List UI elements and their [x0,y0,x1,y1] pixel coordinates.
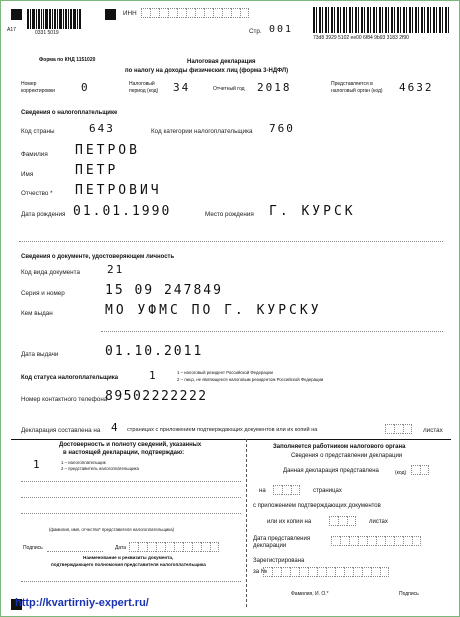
right-date-label2: декларации [253,543,287,549]
right-copies-label: или их копии на [267,519,312,525]
phone-value[interactable]: 89502222222 [105,389,208,404]
birthplace-label: Место рождения [205,211,254,218]
patronymic-label: Отчество * [21,190,53,197]
left-fio-caption: (фамилия, имя, отчество* представителя налогоплательщика) [49,527,175,532]
year-value[interactable]: 2018 [257,81,292,94]
right-on-label: на [259,488,266,494]
phone-label: Номер контактного телефона [21,396,108,403]
right-number-label: за № [253,569,268,575]
right-date-cells[interactable] [331,536,421,546]
period-label: Налоговый период (код) [129,81,159,94]
left-date-label: Дата [115,545,127,551]
barcode-left [27,9,93,29]
name-value[interactable]: ПЕТР [75,163,119,178]
barcode-code: A17 [7,27,16,33]
right-sign-label: Подпись [399,591,419,597]
left-sign-line [47,551,103,552]
left-line1 [21,481,241,482]
doc-type-label: Код вида документа [21,269,80,276]
birthdate-value[interactable]: 01.01.1990 [73,204,172,219]
inn-label: ИНН [123,10,137,17]
issued-by-value[interactable]: МО УФМС ПО Г. КУРСКУ [105,303,322,318]
pages-value[interactable]: 4 [111,421,120,434]
issued-by-label: Кем выдан [21,310,53,317]
page-number: 001 [269,24,294,35]
country-value[interactable]: 643 [89,122,115,135]
issue-date-value[interactable]: 01.10.2011 [105,344,204,359]
right-date-label1: Дата представления [253,536,311,542]
right-number-cells[interactable] [263,567,389,577]
right-title: Заполняется работником налогового органа [273,444,406,450]
barcode-numbers: 0331 5019 [35,30,59,36]
issued-by-line2 [101,331,443,332]
right-subtitle: Сведения о представлении декларации [291,453,403,459]
authority-label: Представляется в налоговый орган (код) [331,81,383,94]
taxpayer-section-title: Сведения о налогоплательщике [21,110,118,116]
right-sheets-cells[interactable] [329,516,356,526]
inn-cells[interactable] [141,8,249,18]
form-title-line2: по налогу на доходы физических лиц (форма 3-НДФЛ) [125,68,289,74]
series-label: Серия и номер [21,290,65,297]
name-label: Имя [21,171,34,178]
footer-link[interactable]: http://kvartirniy-expert.ru/ [15,597,149,609]
right-pages-label: страницах [313,488,342,494]
period-value[interactable]: 34 [173,81,191,94]
status-label: Код статуса налогоплательщика [21,375,119,381]
birthplace-value[interactable]: Г. КУРСК [269,204,356,219]
correction-label: Номер корректировки [21,81,55,94]
qr-caption: 73d8 3929 5102 ee00 6f84 9b93 3183 2f90 [313,35,409,41]
left-doc-line [21,581,241,582]
left-doc-caption1: Наименование и реквизиты документа, [83,555,174,560]
bottom-divider [246,439,247,607]
status-note2: 2 – лицо, не являющееся налоговым резидентом Российской Федерации [177,377,324,382]
corner-marker-top-mid [105,9,116,20]
surname-label: Фамилия [21,151,48,158]
left-line3 [21,513,241,514]
pages-middle: страницах с приложением подтверждающих документов или их копий на [127,427,318,433]
category-value[interactable]: 760 [269,122,295,135]
correction-value[interactable]: 0 [81,81,90,94]
doc-type-value[interactable]: 21 [107,263,125,276]
series-value[interactable]: 15 09 247849 [105,283,223,298]
left-doc-caption2: подтверждающего полномочия представителя налогоплательщика [51,562,206,567]
right-fio-label: Фамилия, И. О.* [291,591,329,597]
bottom-top-line [11,439,451,440]
right-attach-label: с приложением подтверждающих документов [253,503,381,509]
left-date-cells[interactable] [129,542,219,552]
status-note1: 1 – налоговый резидент Российской Федерации [177,370,273,375]
left-sign-label: Подпись [23,545,43,551]
left-line2 [21,497,241,498]
year-label: Отчетный год [213,86,245,92]
authority-value[interactable]: 4632 [399,81,434,94]
page-label: Стр. [249,28,262,35]
right-sheets-label: листах [369,519,388,525]
right-presented-label: Данная декларация представлена [283,468,379,474]
right-code-cells[interactable] [411,465,429,475]
pages-prefix: Декларация составлена на [21,427,101,434]
pages-suffix: листах [423,427,443,434]
country-label: Код страны [21,128,55,135]
status-value[interactable]: 1 [149,369,158,382]
qr-barcode [313,7,451,33]
form-knd: Форма по КНД 1151020 [39,57,96,63]
section-divider [19,241,443,242]
left-confirm-value[interactable]: 1 [33,458,42,471]
right-pages-cells[interactable] [273,485,300,495]
left-opt2: 2 – представитель налогоплательщика [61,466,139,471]
attached-sheets-cells[interactable] [385,424,412,434]
right-code-label: (код) [395,470,407,476]
right-registered-label: Зарегистрирована [253,558,305,564]
patronymic-value[interactable]: ПЕТРОВИЧ [75,183,162,198]
left-opt1: 1 – налогоплательщик [61,460,106,465]
surname-value[interactable]: ПЕТРОВ [75,143,140,158]
birthdate-label: Дата рождения [21,211,66,218]
left-title-line2: в настоящей декларации, подтверждаю: [63,450,185,456]
category-label: Код категории налогоплательщика [151,128,253,135]
issue-date-label: Дата выдачи [21,351,59,358]
corner-marker-top-left [11,9,22,20]
left-title-line1: Достоверность и полноту сведений, указанных [59,442,202,448]
document-section-title: Сведения о документе, удостоверяющем личность [21,254,175,260]
form-title-line1: Налоговая декларация [187,59,256,65]
